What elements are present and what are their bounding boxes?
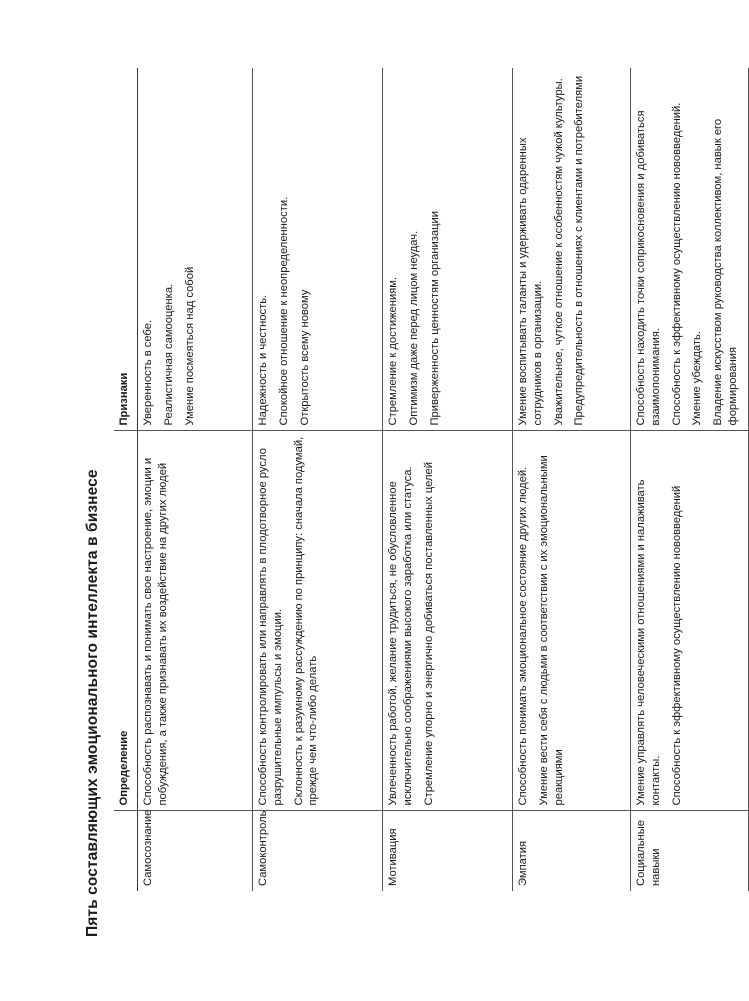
sign-text: Владение искусством руководства коллективом, навык его формирования: [712, 118, 739, 426]
sign-text: Стремление к достижениям.: [387, 276, 399, 426]
component-name: Самосознание: [138, 811, 253, 891]
sign-text: Надежность и честность.: [257, 294, 269, 426]
sign-text: Способность к эффективному осуществлению нововведений.: [670, 102, 683, 426]
header-cell-definition: Определение: [114, 431, 138, 811]
sign-text: Уважительное, чуткое отношение к особенностям чужой культуры.: [552, 78, 565, 426]
sign-text: Спокойное отношение к неопределенности.: [277, 196, 290, 426]
header-cell-component: [114, 811, 138, 891]
signs-cell: [383, 68, 513, 431]
table-header-row: [114, 68, 138, 891]
table-row: [138, 68, 253, 891]
definition-text: Увлеченность работой, желание трудиться, не обусловленное исключительно соображениями высокого заработка или статуса.: [387, 466, 414, 806]
table-row: [513, 68, 631, 891]
sign-text: Открытость всему новому: [298, 289, 311, 426]
component-name: Мотивация: [383, 811, 513, 891]
signs-cell: [631, 68, 749, 431]
definition-text: Стремление упорно и энергично добиваться поставленных целей: [422, 462, 435, 806]
table-row: [253, 68, 383, 891]
sign-text: Умение посмеяться над собой: [183, 266, 196, 426]
table-row: [383, 68, 513, 891]
page-title: Пять составляющих эмоционального интеллекта в бизнесе: [84, 469, 101, 937]
component-name: Социальные навыки: [631, 811, 749, 891]
sign-text: Оптимизм даже перед лицом неудач.: [407, 230, 420, 426]
signs-cell: [138, 68, 253, 431]
definition-text: Умение управлять человеческими отношениями и налаживать контакты.: [635, 479, 662, 806]
signs-cell: [513, 68, 631, 431]
sign-text: Предупредительность в отношениях с клиентами и потребителями: [573, 75, 586, 426]
definition-cell: [513, 431, 631, 811]
signs-cell: [253, 68, 383, 431]
sign-text: Способность находить точки соприкосновения и добиваться взаимопонимания.: [635, 110, 662, 426]
component-name: Самоконтроль: [253, 811, 383, 891]
sign-text: Умение убеждать.: [691, 331, 704, 426]
sign-text: Приверженность ценностям организации: [428, 210, 441, 426]
ei-components-table: [114, 68, 749, 891]
definition-cell: [631, 431, 749, 811]
definition-text: Умение вести себя с людьми в соответствии с их эмоциональными реакциями: [537, 455, 565, 806]
definition-text: Способность к эффективному осуществлению нововведений: [670, 485, 683, 806]
definition-cell: [253, 431, 383, 811]
sign-text: Уверенность в себе.: [142, 319, 154, 426]
sign-text: Реалистичная самооценка.: [162, 283, 175, 426]
definition-text: Способность понимать эмоциональное состояние других людей.: [517, 466, 529, 806]
definition-text: Способность контролировать или направлять в плодотворное русло разрушительные импульсы и эмоции.: [257, 448, 284, 806]
definition-cell: [383, 431, 513, 811]
header-cell-signs: Признаки: [114, 68, 138, 431]
definition-cell: [138, 431, 253, 811]
sign-text: Умение воспитывать таланты и удерживать одаренных сотрудников в организации.: [517, 137, 544, 426]
table-row: [631, 68, 749, 891]
definition-text: Склонность к разумному рассуждению по принципу: сначала подумай, прежде чем что-либо делать: [292, 436, 320, 806]
definition-text: Способность распознавать и понимать свое настроение, эмоции и побуждения, а также признавать их воздействие на других людей: [142, 457, 169, 806]
component-name: Эмпатия: [513, 811, 631, 891]
